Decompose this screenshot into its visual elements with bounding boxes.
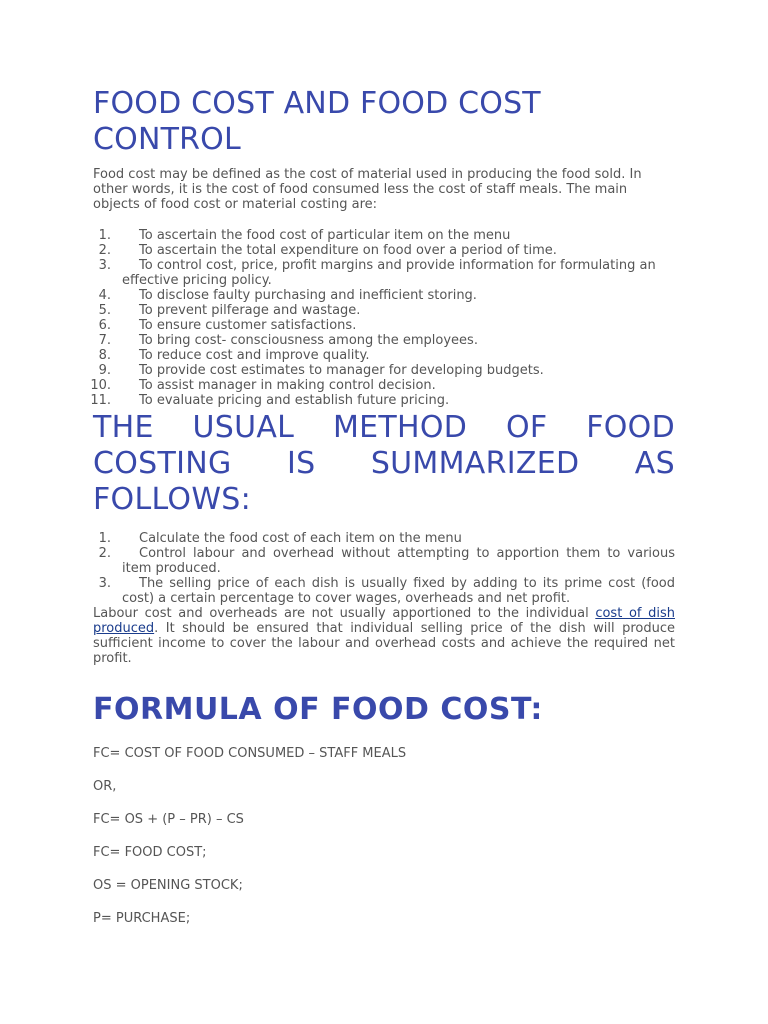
- list-text: To ascertain the total expenditure on food over a period of time.: [139, 243, 557, 258]
- heading-word: IS: [286, 446, 316, 481]
- list-item: [90, 378, 675, 393]
- formula-line: P= PURCHASE;: [93, 911, 191, 926]
- list-text: To disclose faulty purchasing and inefficient storing.: [139, 288, 477, 303]
- list-text: To control cost, price, profit margins and provide information for formulating an effective pricing policy.: [122, 258, 656, 288]
- list-item: [93, 228, 675, 243]
- list-item: [93, 243, 675, 258]
- cost-of-dish-link[interactable]: cost of dish produced: [93, 606, 675, 636]
- heading-word: AS: [634, 446, 675, 481]
- list-number: 5.: [98, 303, 111, 318]
- heading-word: METHOD: [332, 410, 468, 445]
- list-item: [93, 348, 675, 363]
- heading-word: OF: [505, 410, 548, 445]
- list-text: To ensure customer satisfactions.: [139, 318, 357, 333]
- list-number: 11.: [90, 393, 111, 408]
- list-item: [93, 258, 675, 288]
- labour-text-before: Labour cost and overheads are not usually apportioned to the individual: [93, 606, 596, 621]
- list-item: [93, 288, 675, 303]
- list-item: [93, 546, 675, 576]
- list-item: [93, 333, 675, 348]
- list-item: [93, 318, 675, 333]
- list-number: 3.: [98, 258, 111, 273]
- list-text: To bring cost- consciousness among the employees.: [139, 333, 478, 348]
- intro-paragraph: Food cost may be defined as the cost of material used in producing the food sold. In other words, it is the cost of food consumed less the cost of staff meals. The main objects of food cost or material costing are:: [93, 167, 642, 212]
- document-body: [90, 86, 675, 944]
- labour-text-after: . It should be ensured that individual selling price of the dish will produce sufficient income to cover the labour and overhead costs and achieve the required net profit.: [93, 621, 675, 666]
- list-number: 6.: [98, 318, 111, 333]
- list-item: [93, 363, 675, 378]
- list-item: [93, 531, 675, 546]
- method-steps-list: [93, 531, 675, 606]
- page-title: FOOD COST AND FOOD COST CONTROL: [93, 86, 541, 157]
- list-text: The selling price of each dish is usually fixed by adding to its prime cost (food cost) a certain percentage to cover wages, overheads and net profit.: [122, 576, 675, 606]
- list-number: 1.: [98, 531, 111, 546]
- list-number: 1.: [98, 228, 111, 243]
- method-heading-line-3: FOLLOWS:: [93, 482, 252, 517]
- list-text: To provide cost estimates to manager for developing budgets.: [139, 363, 544, 378]
- list-text: To evaluate pricing and establish future pricing.: [139, 393, 450, 408]
- list-text: To reduce cost and improve quality.: [139, 348, 370, 363]
- formula-line: FC= FOOD COST;: [93, 845, 207, 860]
- formula-lines: [93, 746, 675, 926]
- list-text: To ascertain the food cost of particular item on the menu: [139, 228, 511, 243]
- objectives-list: [90, 228, 675, 408]
- list-text: To prevent pilferage and wastage.: [139, 303, 361, 318]
- labour-paragraph: [93, 606, 675, 666]
- formula-heading: FORMULA OF FOOD COST:: [93, 692, 543, 727]
- heading-word: SUMMARIZED: [370, 446, 580, 481]
- method-heading: [93, 410, 675, 518]
- list-text: To assist manager in making control decision.: [139, 378, 436, 393]
- method-heading-line-1: [93, 410, 675, 446]
- formula-line: FC= OS + (P – PR) – CS: [93, 812, 244, 827]
- list-text: Calculate the food cost of each item on the menu: [139, 531, 462, 546]
- heading-word: FOOD: [586, 410, 675, 445]
- list-item: [90, 393, 675, 408]
- list-number: 8.: [98, 348, 111, 363]
- list-number: 10.: [90, 378, 111, 393]
- list-number: 2.: [98, 243, 111, 258]
- formula-line: FC= COST OF FOOD CONSUMED – STAFF MEALS: [93, 746, 407, 761]
- list-item: [93, 303, 675, 318]
- formula-line: OS = OPENING STOCK;: [93, 878, 243, 893]
- heading-word: USUAL: [192, 410, 295, 445]
- list-number: 3.: [98, 576, 111, 591]
- list-number: 9.: [98, 363, 111, 378]
- heading-word: COSTING: [93, 446, 232, 481]
- list-number: 7.: [98, 333, 111, 348]
- list-text: Control labour and overhead without attempting to apportion them to various item produced.: [122, 546, 675, 576]
- list-number: 4.: [98, 288, 111, 303]
- list-number: 2.: [98, 546, 111, 561]
- method-heading-line-2: [93, 446, 675, 482]
- list-item: [93, 576, 675, 606]
- heading-word: THE: [93, 410, 154, 445]
- formula-line: OR,: [93, 779, 117, 794]
